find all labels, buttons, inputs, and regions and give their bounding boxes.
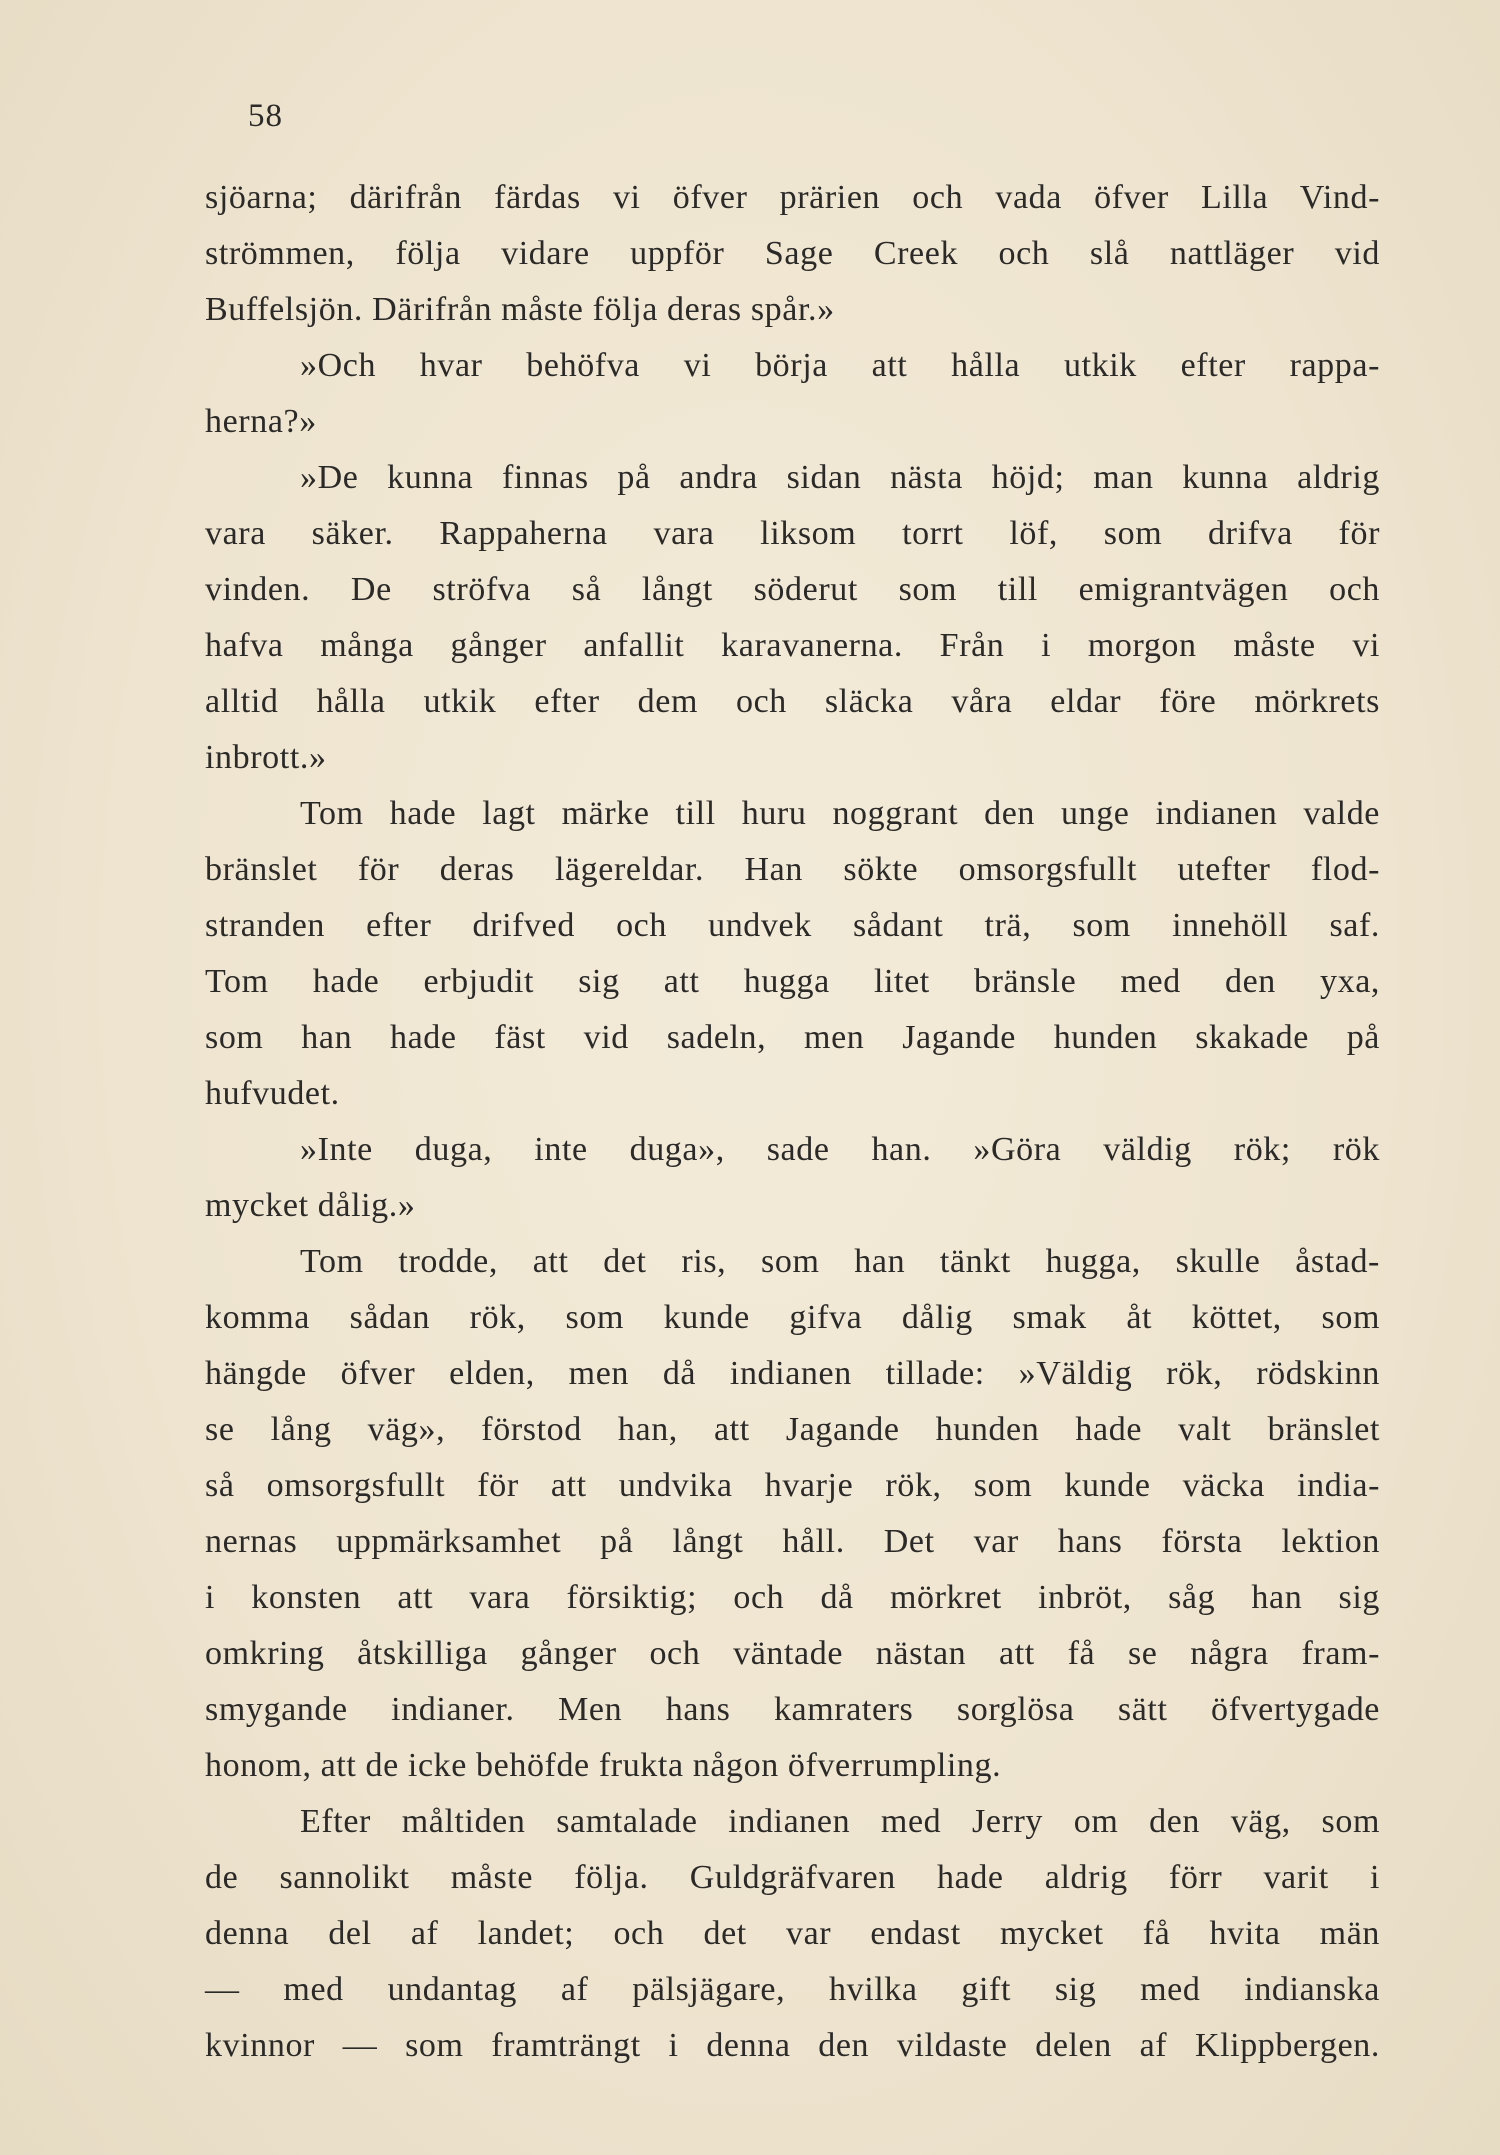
text-line: herna?»: [205, 403, 317, 440]
text-line: »Och hvar behöfva vi börja att hålla utkik efter rappa-: [300, 347, 1380, 384]
text-line: sjöarna; därifrån färdas vi öfver prärien och vada öfver Lilla Vind-: [205, 179, 1380, 216]
text-line: Efter måltiden samtalade indianen med Jerry om den väg, som: [300, 1803, 1380, 1840]
text-line: nernas uppmärksamhet på långt håll. Det var hans första lektion: [205, 1523, 1380, 1560]
text-line: strömmen, följa vidare uppför Sage Creek och slå nattläger vid: [205, 235, 1380, 272]
text-line: i konsten att vara försiktig; och då mörkret inbröt, såg han sig: [205, 1579, 1380, 1616]
text-line: hufvudet.: [205, 1075, 340, 1112]
text-line: omkring åtskilliga gånger och väntade nästan att få se några fram-: [205, 1635, 1380, 1672]
text-line: honom, att de icke behöfde frukta någon öfverrumpling.: [205, 1747, 1002, 1784]
text-line: Tom trodde, att det ris, som han tänkt hugga, skulle åstad-: [300, 1243, 1380, 1280]
text-line: Tom hade lagt märke till huru noggrant den unge indianen valde: [300, 795, 1380, 832]
text-line: smygande indianer. Men hans kamraters sorglösa sätt öfvertygade: [205, 1691, 1380, 1728]
text-line: hafva många gånger anfallit karavanerna. Från i morgon måste vi: [205, 627, 1380, 664]
text-line: de sannolikt måste följa. Guldgräfvaren hade aldrig förr varit i: [205, 1859, 1380, 1896]
text-line: vara säker. Rappaherna vara liksom torrt löf, som drifva för: [205, 515, 1380, 552]
text-line: kvinnor — som framträngt i denna den vildaste delen af Klippbergen.: [205, 2027, 1380, 2064]
text-line: denna del af landet; och det var endast mycket få hvita män: [205, 1915, 1380, 1952]
text-line: »De kunna finnas på andra sidan nästa höjd; man kunna aldrig: [300, 459, 1380, 496]
text-line: vinden. De ströfva så långt söderut som till emigrantvägen och: [205, 571, 1380, 608]
text-line: mycket dålig.»: [205, 1187, 416, 1224]
text-line: komma sådan rök, som kunde gifva dålig smak åt köttet, som: [205, 1299, 1380, 1336]
text-line: hängde öfver elden, men då indianen tillade: »Väldig rök, rödskinn: [205, 1355, 1380, 1392]
text-line: se lång väg», förstod han, att Jagande hunden hade valt bränslet: [205, 1411, 1380, 1448]
text-line: alltid hålla utkik efter dem och släcka våra eldar före mörkrets: [205, 683, 1380, 720]
text-line: så omsorgsfullt för att undvika hvarje rök, som kunde väcka india-: [205, 1467, 1380, 1504]
text-line: »Inte duga, inte duga», sade han. »Göra väldig rök; rök: [300, 1131, 1380, 1168]
body-text: [205, 170, 1380, 2074]
text-line: Buffelsjön. Därifrån måste följa deras spår.»: [205, 291, 835, 328]
text-line: inbrott.»: [205, 739, 327, 776]
text-line: bränslet för deras lägereldar. Han sökte omsorgsfullt utefter flod-: [205, 851, 1380, 888]
text-line: som han hade fäst vid sadeln, men Jagande hunden skakade på: [205, 1019, 1380, 1056]
text-line: — med undantag af pälsjägare, hvilka gift sig med indianska: [205, 1971, 1380, 2008]
text-line: Tom hade erbjudit sig att hugga litet bränsle med den yxa,: [205, 963, 1380, 1000]
text-line: stranden efter drifved och undvek sådant trä, som innehöll saf.: [205, 907, 1380, 944]
page-number: 58: [248, 98, 283, 134]
